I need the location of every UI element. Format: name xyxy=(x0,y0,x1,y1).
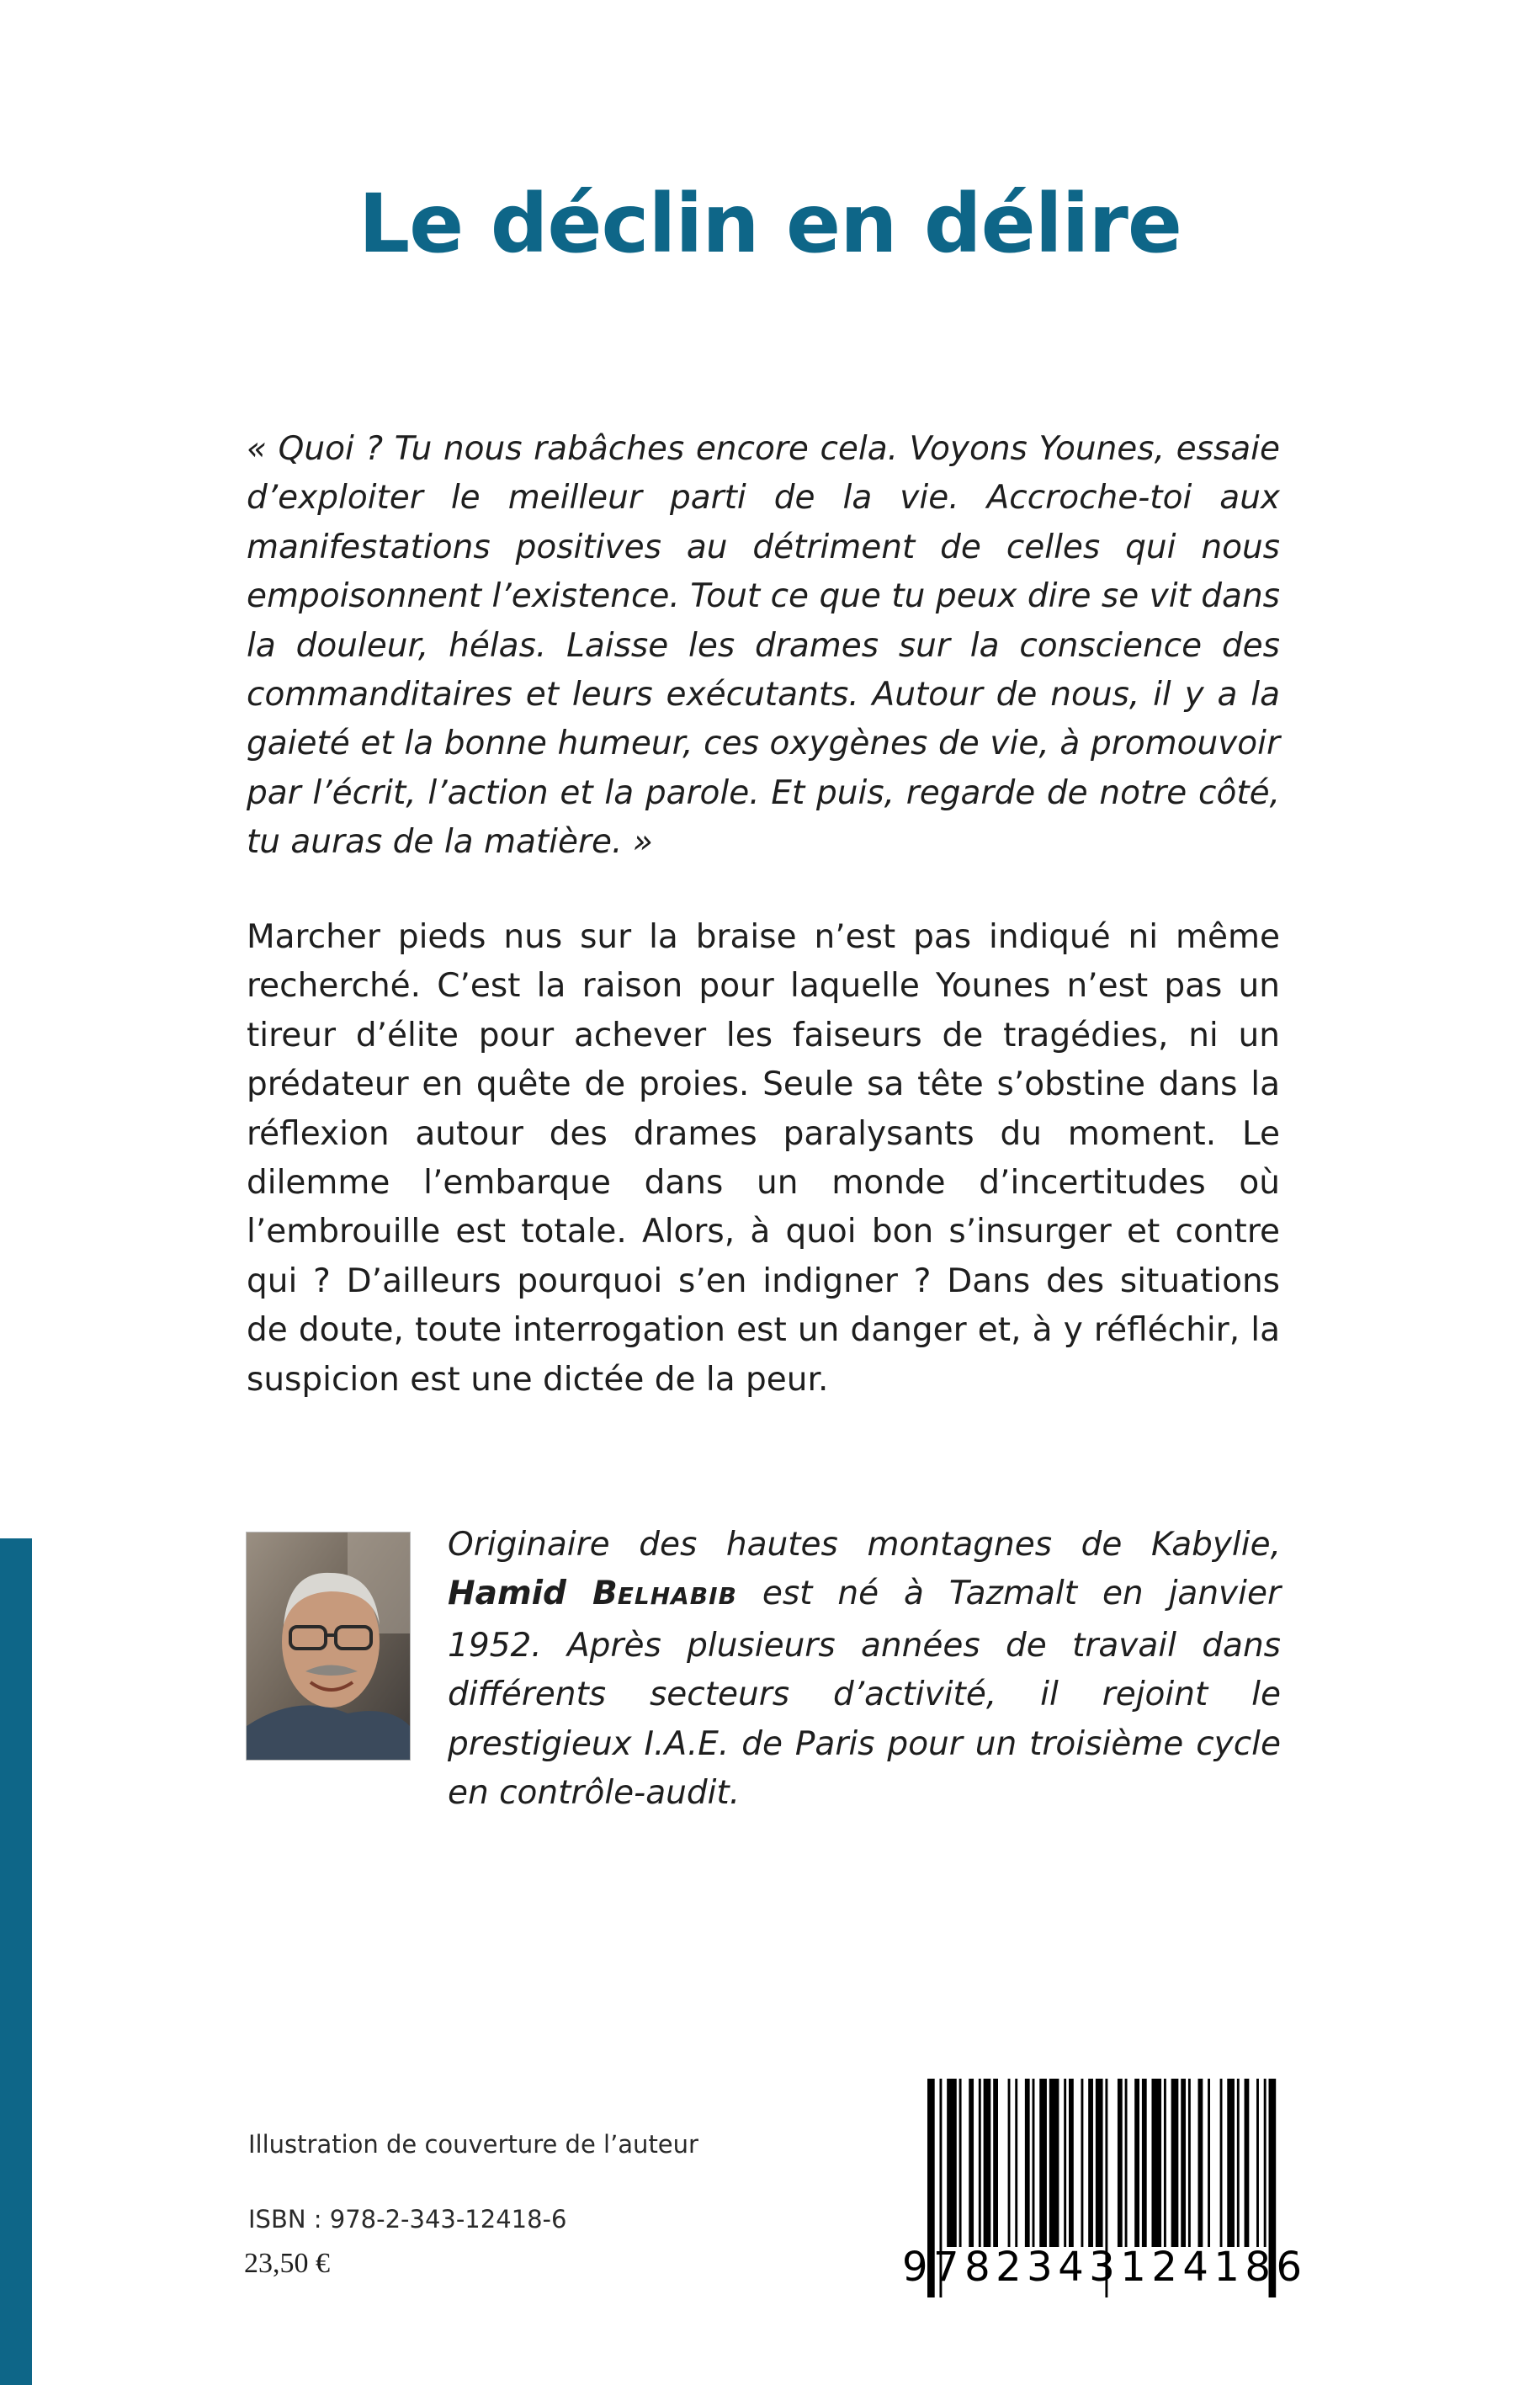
author-last-rest: ELHABIB xyxy=(617,1582,737,1611)
barcode-bar xyxy=(1081,2079,1083,2247)
barcode-bar xyxy=(993,2079,998,2247)
barcode-bar xyxy=(1198,2079,1203,2247)
barcode-bar xyxy=(979,2079,981,2247)
cover-credit: Illustration de couverture de l’auteur xyxy=(248,2130,698,2159)
barcode-bar xyxy=(1039,2079,1047,2247)
barcode-bar xyxy=(1064,2079,1066,2247)
author-bio xyxy=(448,1521,1281,1818)
side-accent-bar xyxy=(0,1538,32,2385)
barcode-bar xyxy=(1171,2079,1179,2247)
barcode-bar xyxy=(1237,2079,1240,2247)
quote-paragraph: « Quoi ? Tu nous rabâches encore cela. Voyons Younes, essaie d’exploiter le meilleur parti de la vie. Accroche-toi aux manifestations positives au détriment de celles qui nous empoisonnent l’existence. Tout ce que tu peux dire se vit dans la douleur, hélas. Laisse les drames sur la conscience des commanditaires et leurs exécutants. Autour de nous, il y a la gaieté et la bonne humeur, ces oxygènes de vie, à promouvoir par l’écrit, l’action et la parole. Et puis, regarde de notre côté, tu auras de la matière. » xyxy=(247,430,1280,862)
barcode-bar xyxy=(1049,2079,1059,2247)
barcode-bar xyxy=(1227,2079,1235,2247)
barcode-bar xyxy=(1245,2079,1250,2247)
author-photo xyxy=(246,1532,411,1761)
barcode-bar xyxy=(1008,2079,1011,2247)
barcode-bar xyxy=(947,2079,957,2247)
price: 23,50 € xyxy=(244,2248,330,2279)
barcode-bar xyxy=(1025,2079,1030,2247)
barcode-bar xyxy=(1118,2079,1123,2247)
bio-rest: est né à Tazmalt en janvier 1952. Après plusieurs années de travail dans différents secteurs d’activité, il rejoint le prestigieux I.A.E. de Paris pour un troisième cycle en contrôle-audit. xyxy=(448,1575,1281,1813)
barcode-bar xyxy=(959,2079,962,2247)
barcode-bar xyxy=(984,2079,991,2247)
book-title: Le déclin en délire xyxy=(358,177,1182,271)
barcode-bar xyxy=(1151,2079,1161,2247)
barcode-bar xyxy=(1220,2079,1223,2247)
synopsis-paragraph: Marcher pieds nus sur la braise n’est pas indiqué ni même recherché. C’est la raison pour laquelle Younes n’est pas un tireur d’élite pour achever les faiseurs de tragédies, ni un prédateur en quête de proies. Seule sa tête s’obstine dans la réflexion autour des drames paralysants du moment. Le dilemme l’embarque dans un monde d’incertitudes où l’embrouille est totale. Alors, à quoi bon s’insurger et contre qui ? D’ailleurs pourquoi s’en indigner ? Dans des situations de doute, toute interrogation est un danger et, à y réfléchir, la suspicion est une dictée de la peur. xyxy=(247,918,1280,1399)
barcode-bar xyxy=(1069,2079,1074,2247)
barcode-bar xyxy=(1134,2079,1139,2247)
bio-intro: Originaire des hautes montagnes de Kabylie, xyxy=(448,1526,1281,1564)
author-first-name: Hamid xyxy=(448,1575,592,1613)
author-name xyxy=(448,1575,737,1612)
author-last-initial: B xyxy=(592,1575,618,1613)
barcode-bar xyxy=(1164,2079,1166,2247)
barcode-bar xyxy=(1033,2079,1035,2247)
barcode-bar xyxy=(1264,2079,1267,2247)
barcode-bar xyxy=(1088,2079,1093,2247)
barcode-digits: 9782343124186 xyxy=(902,2244,1308,2291)
barcode-bar xyxy=(969,2079,974,2247)
barcode-bar xyxy=(1015,2079,1017,2247)
barcode-bar xyxy=(1188,2079,1191,2247)
barcode-bar xyxy=(1208,2079,1210,2247)
barcode-bar xyxy=(1256,2079,1259,2247)
barcode-bar xyxy=(1181,2079,1186,2247)
barcode-bar xyxy=(1096,2079,1103,2247)
barcode-bar xyxy=(1142,2079,1147,2247)
isbn: ISBN : 978-2-343-12418-6 xyxy=(248,2205,567,2234)
barcode-bar xyxy=(1125,2079,1128,2247)
